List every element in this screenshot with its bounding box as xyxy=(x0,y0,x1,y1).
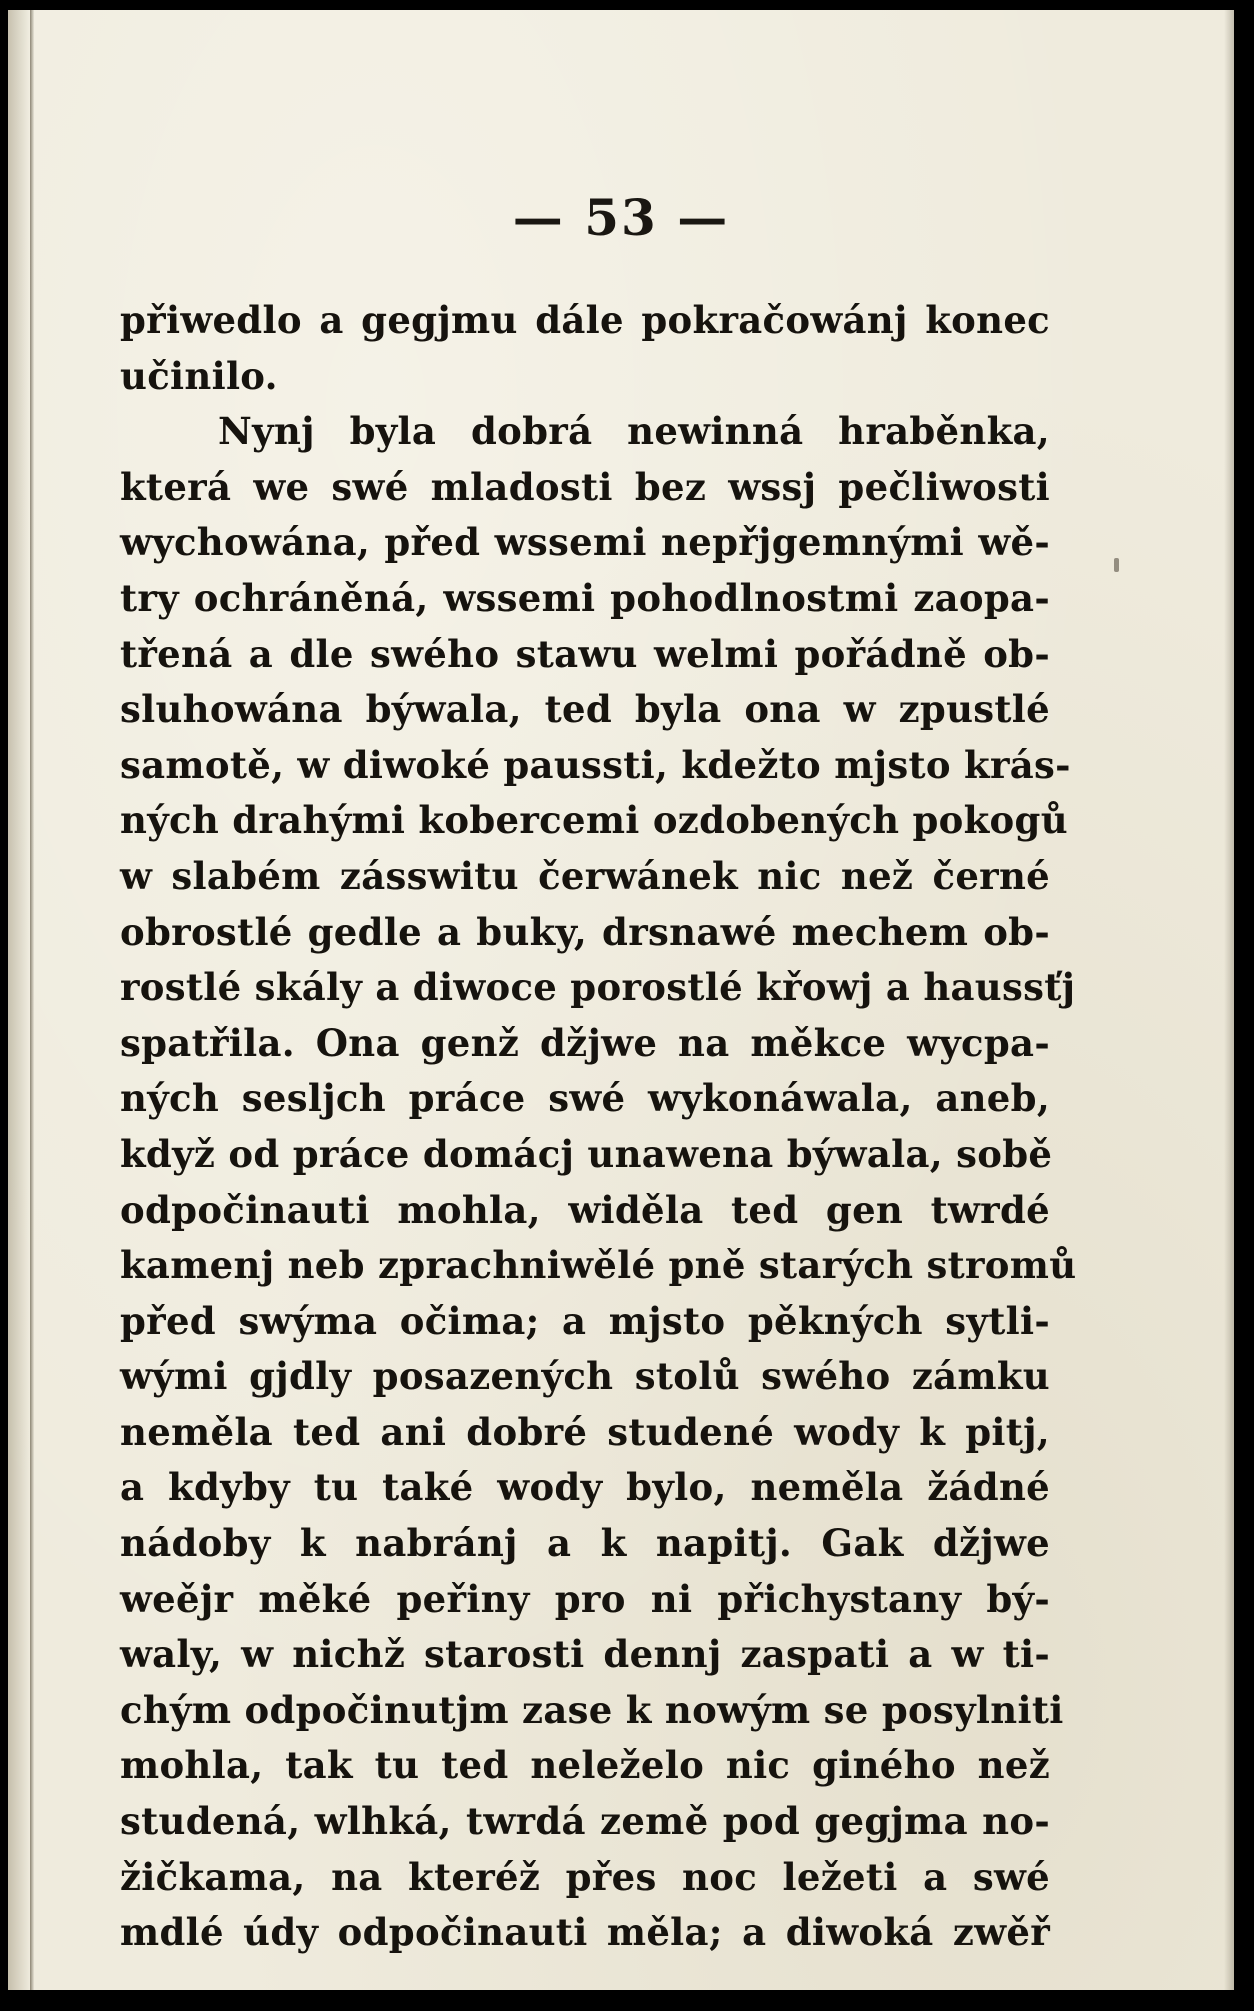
text-line: a kdyby tu také wody bylo, neměla žádné xyxy=(120,1465,1050,1510)
paragraph-2 xyxy=(120,404,1077,1961)
spine-line xyxy=(30,10,34,1990)
text-line: ných drahými kobercemi ozdobených pokogů xyxy=(120,798,1068,843)
text-line: weějr měké peřiny pro ni přichystany bý- xyxy=(120,1576,1050,1621)
text-line: která we swé mladosti bez wssj pečliwosti xyxy=(120,464,1050,509)
text-line: když od práce domácj unawena býwala, sobě xyxy=(120,1131,1053,1176)
text-line: waly, w nichž starosti dennj zaspati a w ti- xyxy=(120,1632,1050,1677)
text-line: třená a dle swého stawu welmi pořádně ob- xyxy=(120,631,1050,676)
text-line: Nynj byla dobrá newinná hraběnka, xyxy=(218,409,1050,454)
text-line: odpočinauti mohla, widěla ted gen twrdé xyxy=(120,1187,1050,1232)
text-line: studená, wlhká, twrdá země pod gegjma no- xyxy=(120,1799,1050,1844)
text-line: neměla ted ani dobré studené wody k pitj, xyxy=(120,1409,1050,1454)
text-line: nádoby k nabránj a k napitj. Gak džjwe xyxy=(120,1521,1050,1566)
body-text xyxy=(120,293,1077,1961)
page-edge-shadow xyxy=(1224,10,1234,1990)
text-line: obrostlé gedle a buky, drsnawé mechem ob- xyxy=(120,909,1050,954)
text-line: try ochráněná, wssemi pohodlnostmi zaopa- xyxy=(120,575,1050,620)
text-line: w slabém zásswitu čerwánek nic než černé xyxy=(120,853,1050,898)
text-line: kamenj neb zprachniwělé pně starých stromů xyxy=(120,1243,1077,1288)
text-line: mohla, tak tu ted neleželo nic giného než xyxy=(120,1743,1050,1788)
text-line: přiwedlo a gegjmu dále pokračowánj konec xyxy=(120,298,1050,342)
ink-speck xyxy=(1114,558,1119,572)
text-line: ných sesljch práce swé wykonáwala, aneb, xyxy=(120,1076,1050,1121)
text-line: spatřila. Ona genž džjwe na měkce wycpa- xyxy=(120,1020,1050,1065)
text-line: samotě, w diwoké paussti, kdežto mjsto krás- xyxy=(120,742,1071,787)
text-line: chým odpočinutjm zase k nowým se posylniti xyxy=(120,1687,1064,1732)
text-line: wychowána, před wssemi nepřjgemnými wě- xyxy=(120,520,1050,565)
text-line: sluhowána býwala, ted byla ona w zpustlé xyxy=(120,687,1050,732)
paragraph-1 xyxy=(120,293,1050,404)
book-page xyxy=(8,10,1234,1990)
text-line: před swýma očima; a mjsto pěkných sytli- xyxy=(120,1298,1050,1343)
text-line: mdlé údy odpočinauti měla; a diwoká zwěř xyxy=(120,1910,1050,1955)
spine-shadow xyxy=(8,10,30,1990)
page-number: — 53 — xyxy=(512,188,730,247)
text-line: učinilo. xyxy=(120,353,278,398)
text-line: žičkama, na kteréž přes noc ležeti a swé xyxy=(120,1854,1050,1899)
text-line: wými gjdly posazených stolů swého zámku xyxy=(120,1354,1050,1399)
text-line: rostlé skály a diwoce porostlé křowj a haussťj xyxy=(120,965,1076,1010)
